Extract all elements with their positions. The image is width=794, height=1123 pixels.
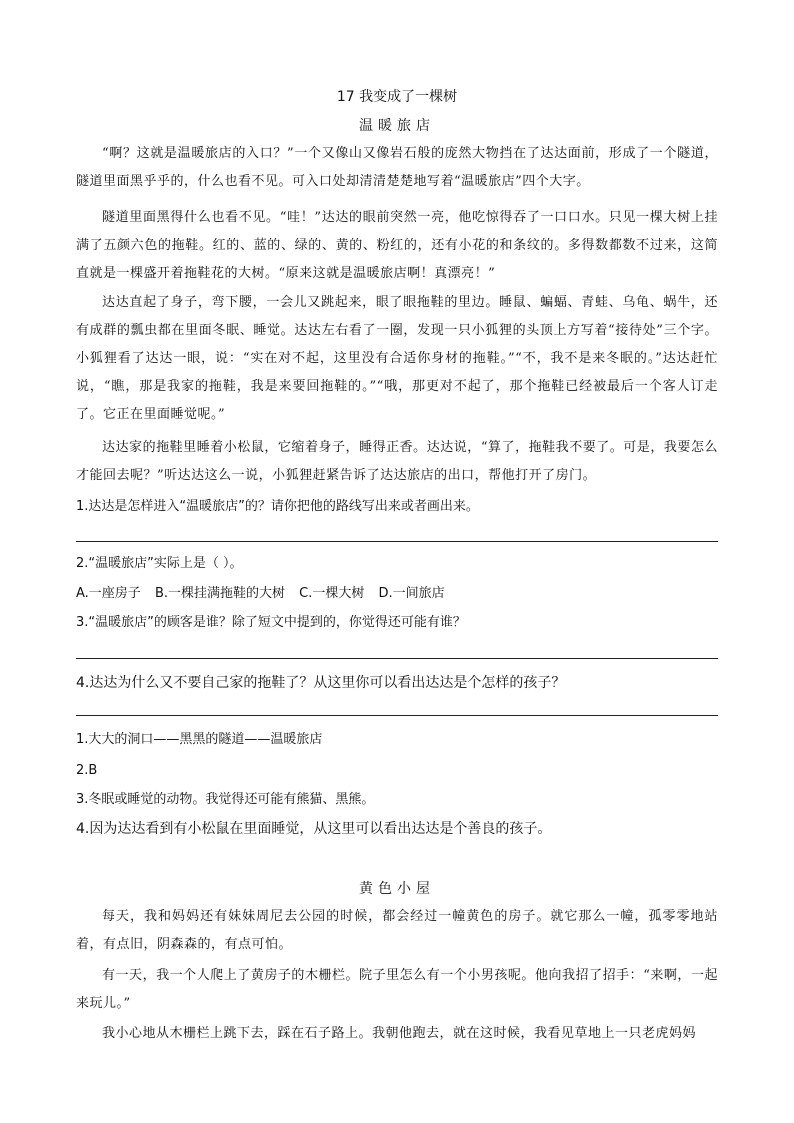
answer-line-4: [76, 715, 718, 716]
story1-paragraph-2: 隧道里面黑得什么也看不见。“哇！”达达的眼前突然一亮，他吃惊得吞了一口口水。只见一棵大树上挂满了五颜六色的拖鞋。红的、蓝的、绿的、黄的、粉红的，还有小花的和条纹的。多得数都数不过来，这简直就是一棵盛开着拖鞋花的大树。“原来这就是温暖旅店啊！真漂亮！”: [76, 210, 718, 281]
story1-paragraph-3: 达达直起了身子，弯下腰，一会儿又跳起来，眼了眼拖鞋的里边。睡鼠、蝙蝠、青蛙、乌龟、蜗牛，还有成群的瓢虫都在里面冬眠、睡觉。达达左右看了一圈，发现一只小狐狸的头顶上方写着“接待处”三个字。小狐狸看了达达一眼，说：“实在对不起，这里没有合适你身材的拖鞋。”“不，我不是来冬眠的。”达达赶忙说，“瞧，那是我家的拖鞋，我是来要回拖鞋的。”“哦，那更对不起了，那个拖鞋已经被最后一个客人订走了。它正在里面睡觉呢。”: [76, 295, 718, 422]
question-3: 3.“温暖旅店”的顾客是谁？除了短文中提到的，你觉得还可能有谁？: [76, 615, 466, 630]
lesson-title: 17 我变成了一棵树: [336, 89, 458, 105]
answer-3: 3.冬眠或睡觉的动物。我觉得还可能有熊猫、黑熊。: [76, 792, 375, 807]
story1-paragraph-4: 达达家的拖鞋里睡着小松鼠，它缩着身子，睡得正香。达达说，“算了，拖鞋我不要了。可是，我要怎么才能回去呢？”听达达这么一说，小狐狸赶紧告诉了达达旅店的出口，帮他打开了房门。: [76, 440, 718, 483]
option-a: A.一座房子: [76, 586, 141, 601]
answer-2: 2.B: [76, 763, 98, 778]
question-4: 4.达达为什么又不要自己家的拖鞋了？从这里你可以看出达达是个怎样的孩子？: [76, 675, 566, 691]
story2-paragraph-3: 我小心地从木栅栏上跳下去，踩在石子路上。我朝他跑去，就在这时候，我看见草地上一只老虎妈妈: [102, 1026, 697, 1041]
answer-line-3: [76, 658, 718, 659]
story1-paragraph-1: “啊？这就是温暖旅店的入口？”一个又像山又像岩石般的庞然大物挡在了达达面前，形成了一个隧道，隧道里面黑乎乎的，什么也看不见。可入口处却清清楚楚地写着“温暖旅店”四个大字。: [76, 146, 718, 189]
question-2-options: [76, 585, 455, 603]
story-title-yellow-house: 黄色小屋: [359, 881, 435, 897]
question-2: 2.“温暖旅店”实际上是（ ）。: [76, 556, 243, 571]
option-d: D.一间旅店: [378, 586, 445, 601]
question-1: 1.达达是怎样进入“温暖旅店”的？请你把他的路线写出来或者画出来。: [76, 499, 479, 514]
answer-line-1: [76, 541, 718, 542]
story2-paragraph-1: 每天，我和妈妈还有妹妹周尼去公园的时候，都会经过一幢黄色的房子。就它那么一幢，孤零零地站着，有点旧，阴森森的，有点可怕。: [76, 909, 718, 952]
answer-1: 1.大大的洞口——黑黑的隧道——温暖旅店: [76, 732, 323, 747]
story-title-warm-inn: 温暖旅店: [359, 118, 435, 134]
option-b: B.一棵挂满拖鞋的大树: [154, 586, 286, 601]
story2-paragraph-2: 有一天，我一个人爬上了黄房子的木栅栏。院子里怎么有一个小男孩呢。他向我招了招手：“来啊，一起来玩儿。”: [76, 968, 718, 1011]
answer-4: 4.因为达达看到有小松鼠在里面睡觉，从这里可以看出达达是个善良的孩子。: [76, 821, 552, 837]
option-c: C.一棵大树: [299, 586, 365, 601]
